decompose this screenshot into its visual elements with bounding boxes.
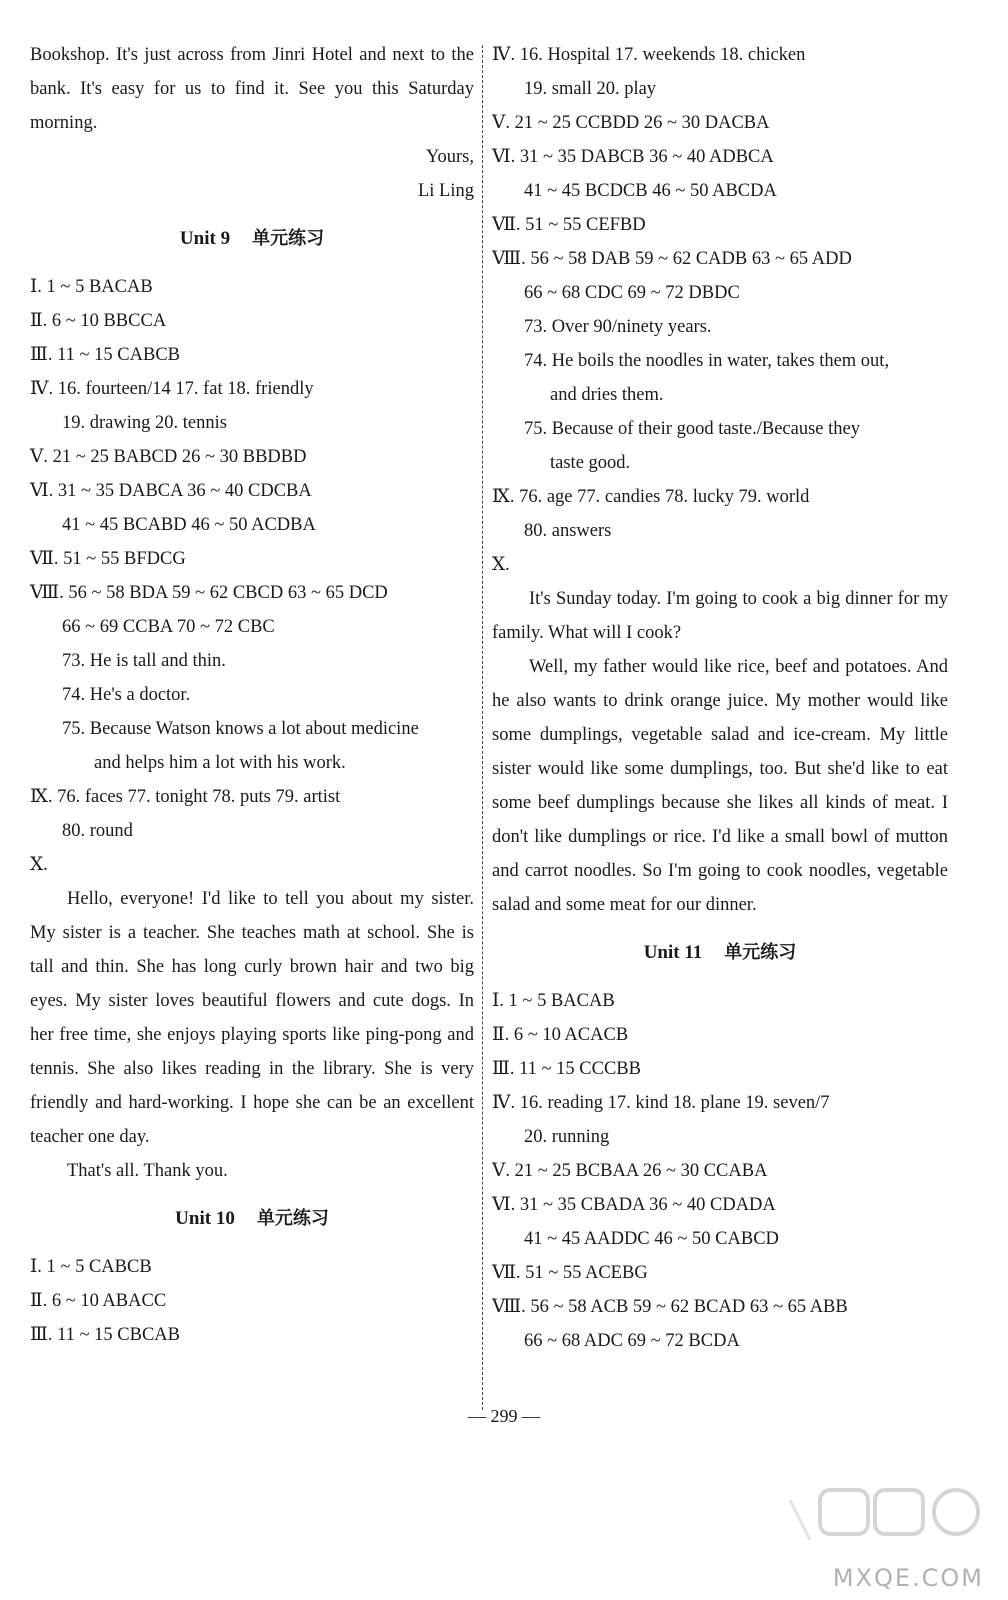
answer-line: Ⅵ. 31 ~ 35 CBADA 36 ~ 40 CDADA (492, 1195, 776, 1215)
answer-line: 73. He is tall and thin. (62, 651, 226, 671)
writing-sample: Hello, everyone! I'd like to tell you about my sister. My sister is a teacher. She teaches math at school. She is tall and thin. She has long curly brown hair and two big eyes. My sister loves beautiful flowers and cute dogs. In her free time, she enjoys playing sports like ping-pong and tennis. She also likes reading in the library. She is very friendly and hard-working. I hope she can be an excellent teacher one day. (30, 889, 474, 1147)
answer-line: 73. Over 90/ninety years. (524, 317, 712, 337)
answer-line: 41 ~ 45 BCABD 46 ~ 50 ACDBA (62, 515, 316, 535)
answer-line: 66 ~ 68 ADC 69 ~ 72 BCDA (524, 1331, 740, 1351)
column-divider (482, 45, 483, 1410)
answer-line: 80. answers (524, 521, 612, 541)
answer-line: 66 ~ 68 CDC 69 ~ 72 DBDC (524, 283, 740, 303)
answer-line: Ⅶ. 51 ~ 55 ACEBG (492, 1263, 648, 1283)
unit-9-subtitle: 单元练习 (252, 228, 325, 249)
answer-line: Ⅲ. 11 ~ 15 CCCBB (492, 1059, 641, 1079)
unit-10-subtitle: 单元练习 (256, 1208, 329, 1229)
unit-11-heading (492, 936, 948, 970)
answer-line: 19. small 20. play (524, 79, 657, 99)
section-label: Ⅹ. (492, 555, 510, 575)
left-column (30, 38, 474, 1352)
answer-line: Ⅵ. 31 ~ 35 DABCA 36 ~ 40 CDCBA (30, 481, 312, 501)
answer-line: Ⅱ. 6 ~ 10 ACACB (492, 1025, 629, 1045)
answer-line: Ⅱ. 6 ~ 10 BBCCA (30, 311, 167, 331)
answer-line: Ⅰ. 1 ~ 5 BACAB (30, 277, 153, 297)
answer-line: Ⅲ. 11 ~ 15 CABCB (30, 345, 181, 365)
answer-line: Ⅳ. 16. fourteen/14 17. fat 18. friendly (30, 379, 314, 399)
answer-line: Ⅷ. 56 ~ 58 ACB 59 ~ 62 BCAD 63 ~ 65 ABB (492, 1297, 848, 1317)
unit-9-title: Unit 9 (179, 228, 231, 249)
page-number: — 299 — (468, 1406, 540, 1426)
answer-line: Ⅴ. 21 ~ 25 CCBDD 26 ~ 30 DACBA (492, 113, 770, 133)
answer-line: Ⅵ. 31 ~ 35 DABCB 36 ~ 40 ADBCA (492, 147, 774, 167)
watermark-text: MXQE.COM (832, 1564, 984, 1592)
answer-line: Ⅴ. 21 ~ 25 BABCD 26 ~ 30 BBDBD (30, 447, 307, 467)
answer-line: Ⅲ. 11 ~ 15 CBCAB (30, 1325, 181, 1345)
answer-line: and dries them. (550, 385, 664, 405)
answer-line: Ⅴ. 21 ~ 25 BCBAA 26 ~ 30 CCABA (492, 1161, 768, 1181)
answer-line: Ⅷ. 56 ~ 58 DAB 59 ~ 62 CADB 63 ~ 65 ADD (492, 249, 852, 269)
answer-line: 41 ~ 45 AADDC 46 ~ 50 CABCD (524, 1229, 779, 1249)
answer-line: Ⅶ. 51 ~ 55 BFDCG (30, 549, 186, 569)
right-column (492, 38, 948, 1358)
writing-sample: Well, my father would like rice, beef and potatoes. And he also wants to drink orange juice. My mother would like some dumplings, vegetable salad and ice-cream. My little sister would like some dumplings, too. But she'd like to eat some beef dumplings because she likes all kinds of meat. I don't like dumplings or rice. I'd like a small bowl of mutton and carrot noodles. So I'm going to cook noodles, vegetable salad and some meat for our dinner. (492, 657, 948, 915)
answer-line: Ⅰ. 1 ~ 5 BACAB (492, 991, 615, 1011)
letter-ending: Bookshop. It's just across from Jinri Hotel and next to the bank. It's easy for us to find it. See you this Saturday morning. (30, 45, 474, 133)
answer-line: Ⅸ. 76. faces 77. tonight 78. puts 79. artist (30, 787, 341, 807)
answer-line: 66 ~ 69 CCBA 70 ~ 72 CBC (62, 617, 275, 637)
letter-sign-off: Yours, (426, 147, 474, 167)
answer-line: and helps him a lot with his work. (94, 753, 346, 773)
letter-signature: Li Ling (417, 181, 474, 201)
answer-line: 80. round (62, 821, 133, 841)
answer-line: 74. He boils the noodles in water, takes them out, (524, 351, 890, 371)
unit-11-title: Unit 11 (643, 942, 703, 963)
writing-sample-end: That's all. Thank you. (67, 1161, 228, 1181)
section-label: Ⅹ. (30, 855, 48, 875)
answer-line: Ⅶ. 51 ~ 55 CEFBD (492, 215, 646, 235)
unit-10-title: Unit 10 (175, 1208, 235, 1229)
answer-line: Ⅳ. 16. reading 17. kind 18. plane 19. seven/7 (492, 1093, 830, 1113)
answer-line: 75. Because of their good taste./Because they (524, 419, 860, 439)
answer-line: 75. Because Watson knows a lot about medicine (62, 719, 419, 739)
answer-line: Ⅰ. 1 ~ 5 CABCB (30, 1257, 152, 1277)
unit-11-subtitle: 单元练习 (724, 942, 797, 963)
answer-line: Ⅱ. 6 ~ 10 ABACC (30, 1291, 167, 1311)
unit-9-heading (30, 222, 474, 256)
answer-line: Ⅷ. 56 ~ 58 BDA 59 ~ 62 CBCD 63 ~ 65 DCD (30, 583, 388, 603)
answer-line: Ⅳ. 16. Hospital 17. weekends 18. chicken (492, 45, 806, 65)
answer-line: 19. drawing 20. tennis (62, 413, 227, 433)
writing-sample-intro: It's Sunday today. I'm going to cook a big dinner for my family. What will I cook? (492, 589, 948, 643)
answer-line: taste good. (550, 453, 631, 473)
answer-line: 41 ~ 45 BCDCB 46 ~ 50 ABCDA (524, 181, 777, 201)
answer-line: 74. He's a doctor. (62, 685, 191, 705)
unit-10-heading (30, 1202, 474, 1236)
answer-line: 20. running (524, 1127, 610, 1147)
answer-line: Ⅸ. 76. age 77. candies 78. lucky 79. world (492, 487, 810, 507)
